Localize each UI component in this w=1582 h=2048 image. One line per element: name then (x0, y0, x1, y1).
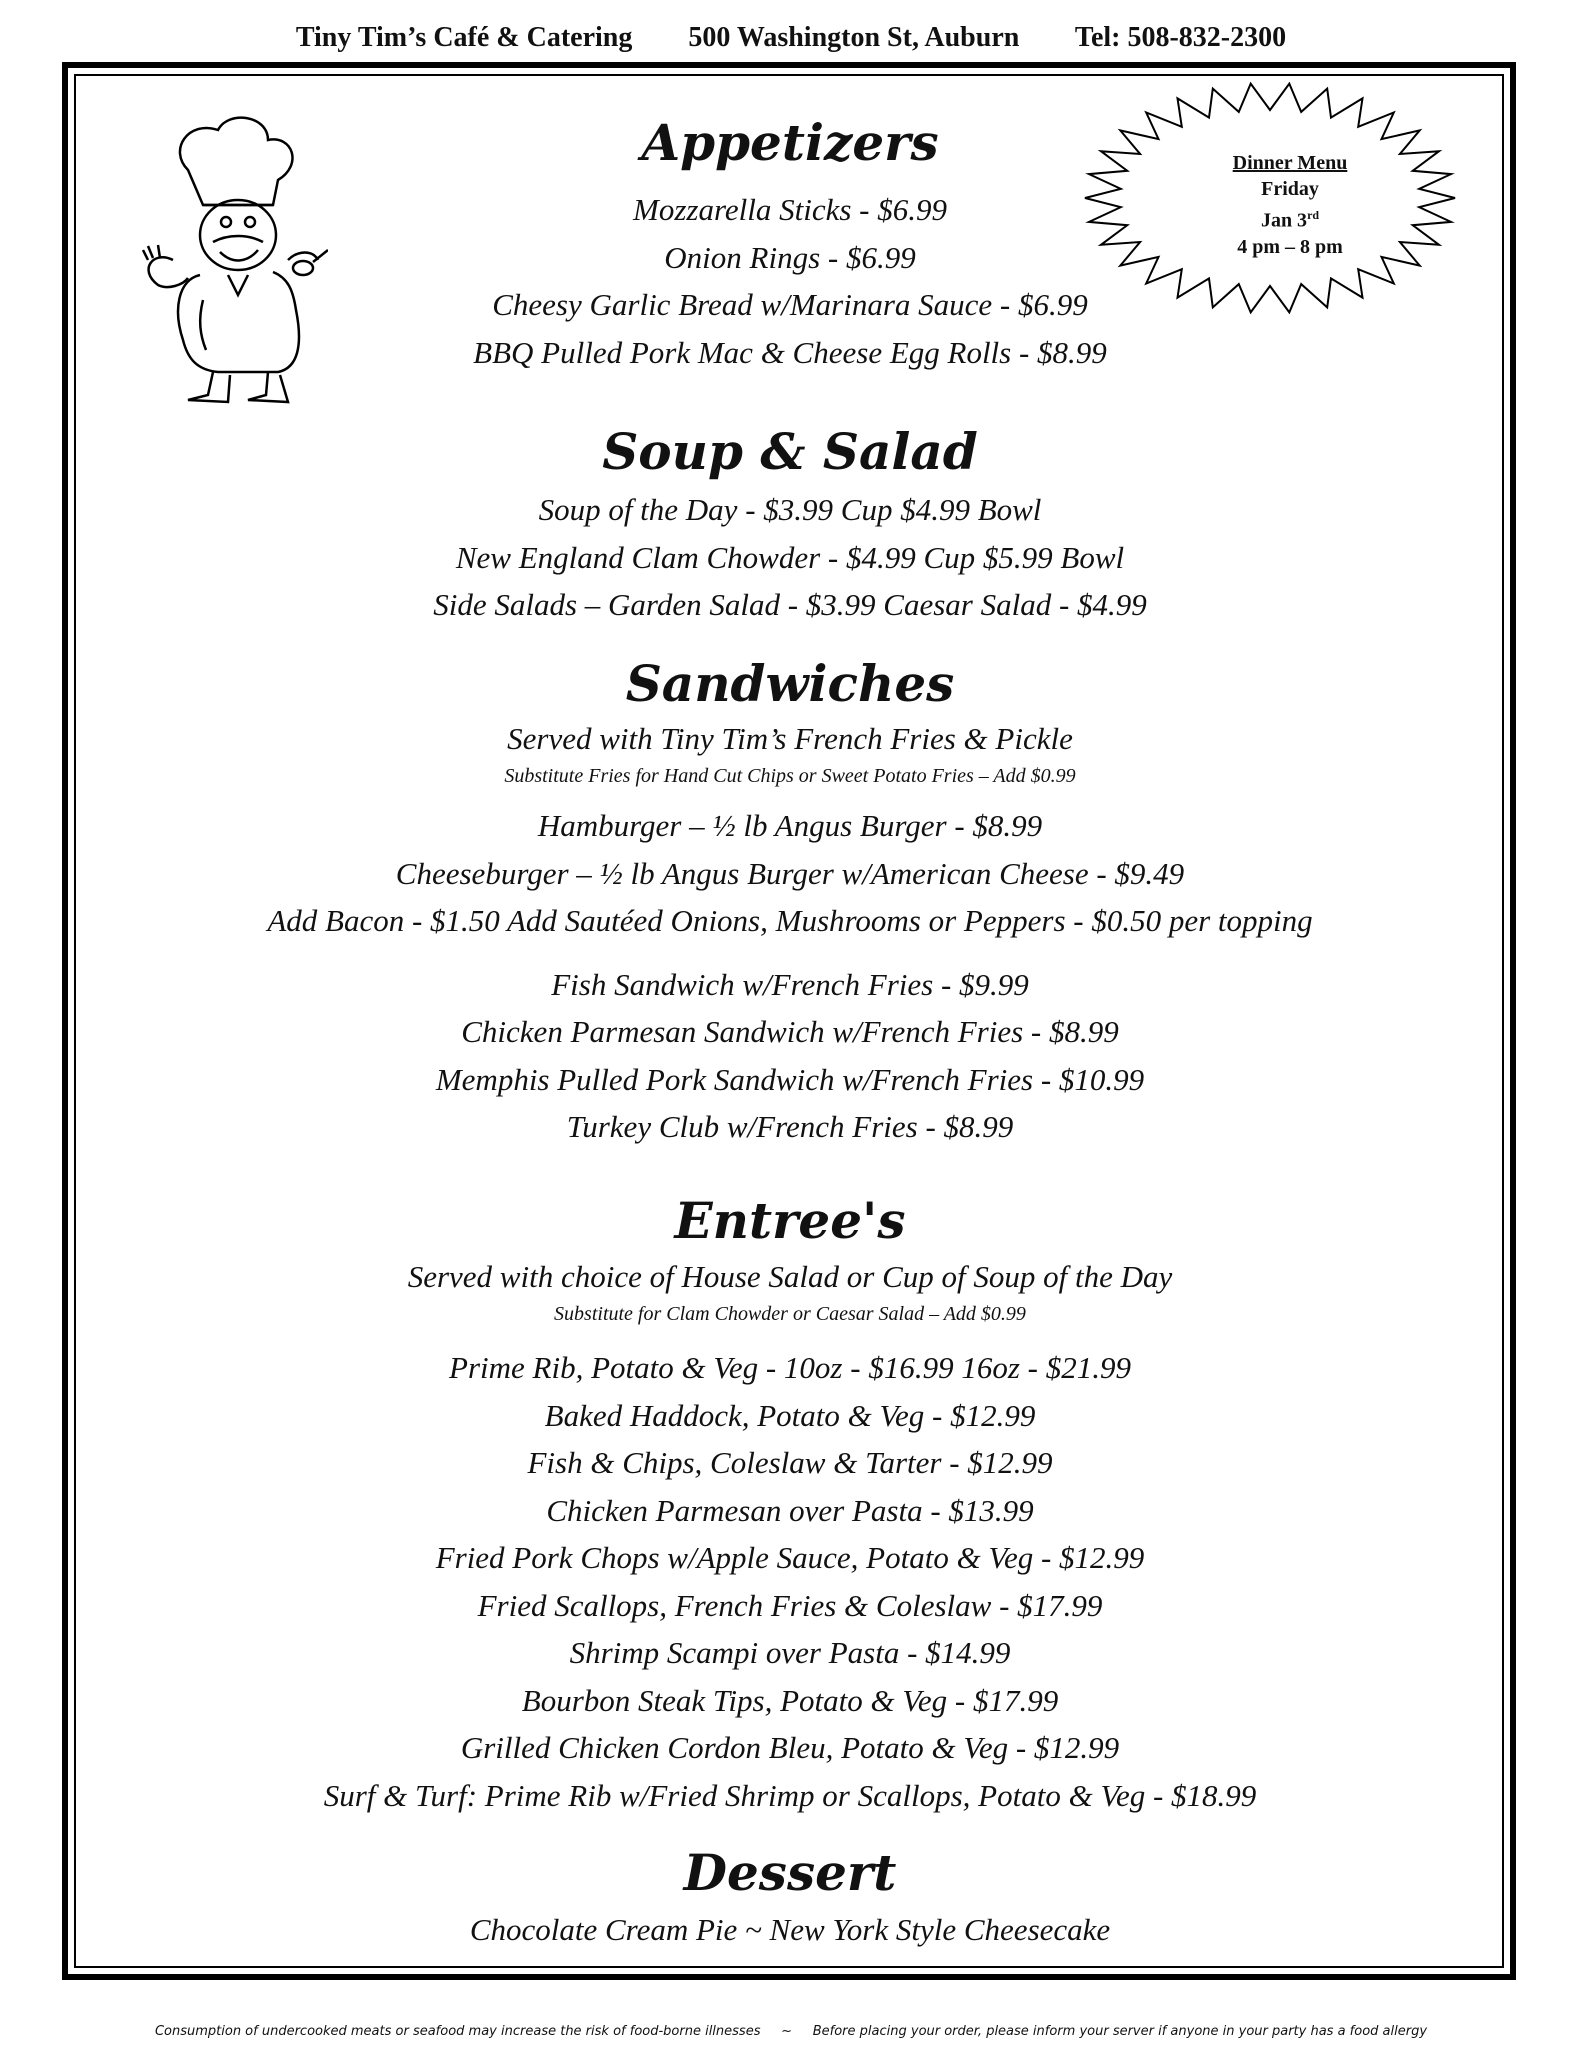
badge-date-main: Jan 3 (1260, 209, 1308, 232)
menu-item: Grilled Chicken Cordon Bleu, Potato & Veg - $12.99 (460, 1730, 1120, 1765)
menu-item: Add Bacon - $1.50 Add Sautéed Onions, Mushrooms or Peppers - $0.50 per topping (267, 903, 1313, 938)
menu-item: Prime Rib, Potato & Veg - 10oz - $16.99 16oz - $21.99 (449, 1350, 1131, 1385)
section-entrees (80, 1188, 1500, 1819)
sandwiches-note: Served with Tiny Tim’s French Fries & Pickle (507, 721, 1073, 756)
menu-item: Chocolate Cream Pie ~ New York Style Cheesecake (469, 1912, 1111, 1947)
menu-item: Fish & Chips, Coleslaw & Tarter - $12.99 (527, 1445, 1053, 1480)
section-dessert (80, 1840, 1500, 1954)
menu-item: BBQ Pulled Pork Mac & Cheese Egg Rolls - $8.99 (473, 334, 1107, 370)
badge-day: Friday (1261, 178, 1319, 200)
menu-item: Bourbon Steak Tips, Potato & Veg - $17.99 (521, 1682, 1059, 1718)
badge-date-suffix: rd (1307, 208, 1320, 222)
menu-item: Cheeseburger – ½ lb Angus Burger w/American Cheese - $9.49 (395, 855, 1185, 891)
section-title-appetizers: Appetizers (641, 113, 939, 172)
menu-item: Onion Rings - $6.99 (664, 239, 916, 275)
menu-item: Side Salads – Garden Salad - $3.99 Caesar Salad - $4.99 (433, 587, 1147, 622)
section-appetizers (80, 108, 1500, 376)
menu-item: Mozzarella Sticks - $6.99 (633, 192, 947, 227)
menu-item: Shrimp Scampi over Pasta - $14.99 (569, 1635, 1011, 1670)
menu-item: Fried Scallops, French Fries & Coleslaw - $17.99 (477, 1587, 1103, 1623)
menu-item: Baked Haddock, Potato & Veg - $12.99 (544, 1397, 1036, 1433)
menu-item: New England Clam Chowder - $4.99 Cup $5.99 Bowl (455, 539, 1125, 575)
footer-disclaimer (0, 2024, 1582, 2039)
badge-title: Dinner Menu (1232, 152, 1348, 174)
entrees-sub-note: Substitute for Clam Chowder or Caesar Salad – Add $0.99 (554, 1303, 1026, 1325)
sandwiches-sub-note: Substitute Fries for Hand Cut Chips or Sweet Potato Fries – Add $0.99 (504, 765, 1076, 787)
menu-item: Soup of the Day - $3.99 Cup $4.99 Bowl (538, 492, 1042, 527)
menu-item: Surf & Turf: Prime Rib w/Fried Shrimp or Scallops, Potato & Veg - $18.99 (323, 1777, 1257, 1813)
menu-item: Fish Sandwich w/French Fries - $9.99 (551, 966, 1029, 1002)
restaurant-phone: Tel: 508-832-2300 (1074, 22, 1287, 53)
section-title-entrees: Entree's (674, 1191, 906, 1250)
section-title-soup-salad: Soup & Salad (602, 422, 978, 481)
menu-item: Hamburger – ½ lb Angus Burger - $8.99 (537, 808, 1043, 843)
footer-separator: ~ (781, 2024, 793, 2039)
restaurant-address: 500 Washington St, Auburn (688, 22, 1020, 53)
restaurant-name: Tiny Tim’s Café & Catering (295, 22, 633, 53)
page-header (0, 22, 1582, 54)
badge-hours: 4 pm – 8 pm (1237, 235, 1343, 258)
footer-right: Before placing your order, please inform your server if anyone in your party has a food allergy (812, 2024, 1428, 2039)
section-title-dessert: Dessert (683, 1843, 897, 1902)
menu-item: Turkey Club w/French Fries - $8.99 (566, 1109, 1014, 1144)
section-sandwiches (80, 652, 1500, 1151)
footer-left: Consumption of undercooked meats or seafood may increase the risk of food-borne illnesses (154, 2024, 761, 2039)
section-title-sandwiches: Sandwiches (625, 654, 955, 713)
menu-item: Fried Pork Chops w/Apple Sauce, Potato & Veg - $12.99 (435, 1540, 1145, 1575)
entrees-note: Served with choice of House Salad or Cup of Soup of the Day (407, 1259, 1173, 1294)
menu-item: Cheesy Garlic Bread w/Marinara Sauce - $6.99 (492, 287, 1088, 322)
menu-item: Chicken Parmesan over Pasta - $13.99 (546, 1492, 1034, 1528)
menu-item: Memphis Pulled Pork Sandwich w/French Fries - $10.99 (435, 1061, 1145, 1097)
section-soup-salad (80, 418, 1500, 629)
menu-item: Chicken Parmesan Sandwich w/French Fries - $8.99 (461, 1014, 1119, 1049)
